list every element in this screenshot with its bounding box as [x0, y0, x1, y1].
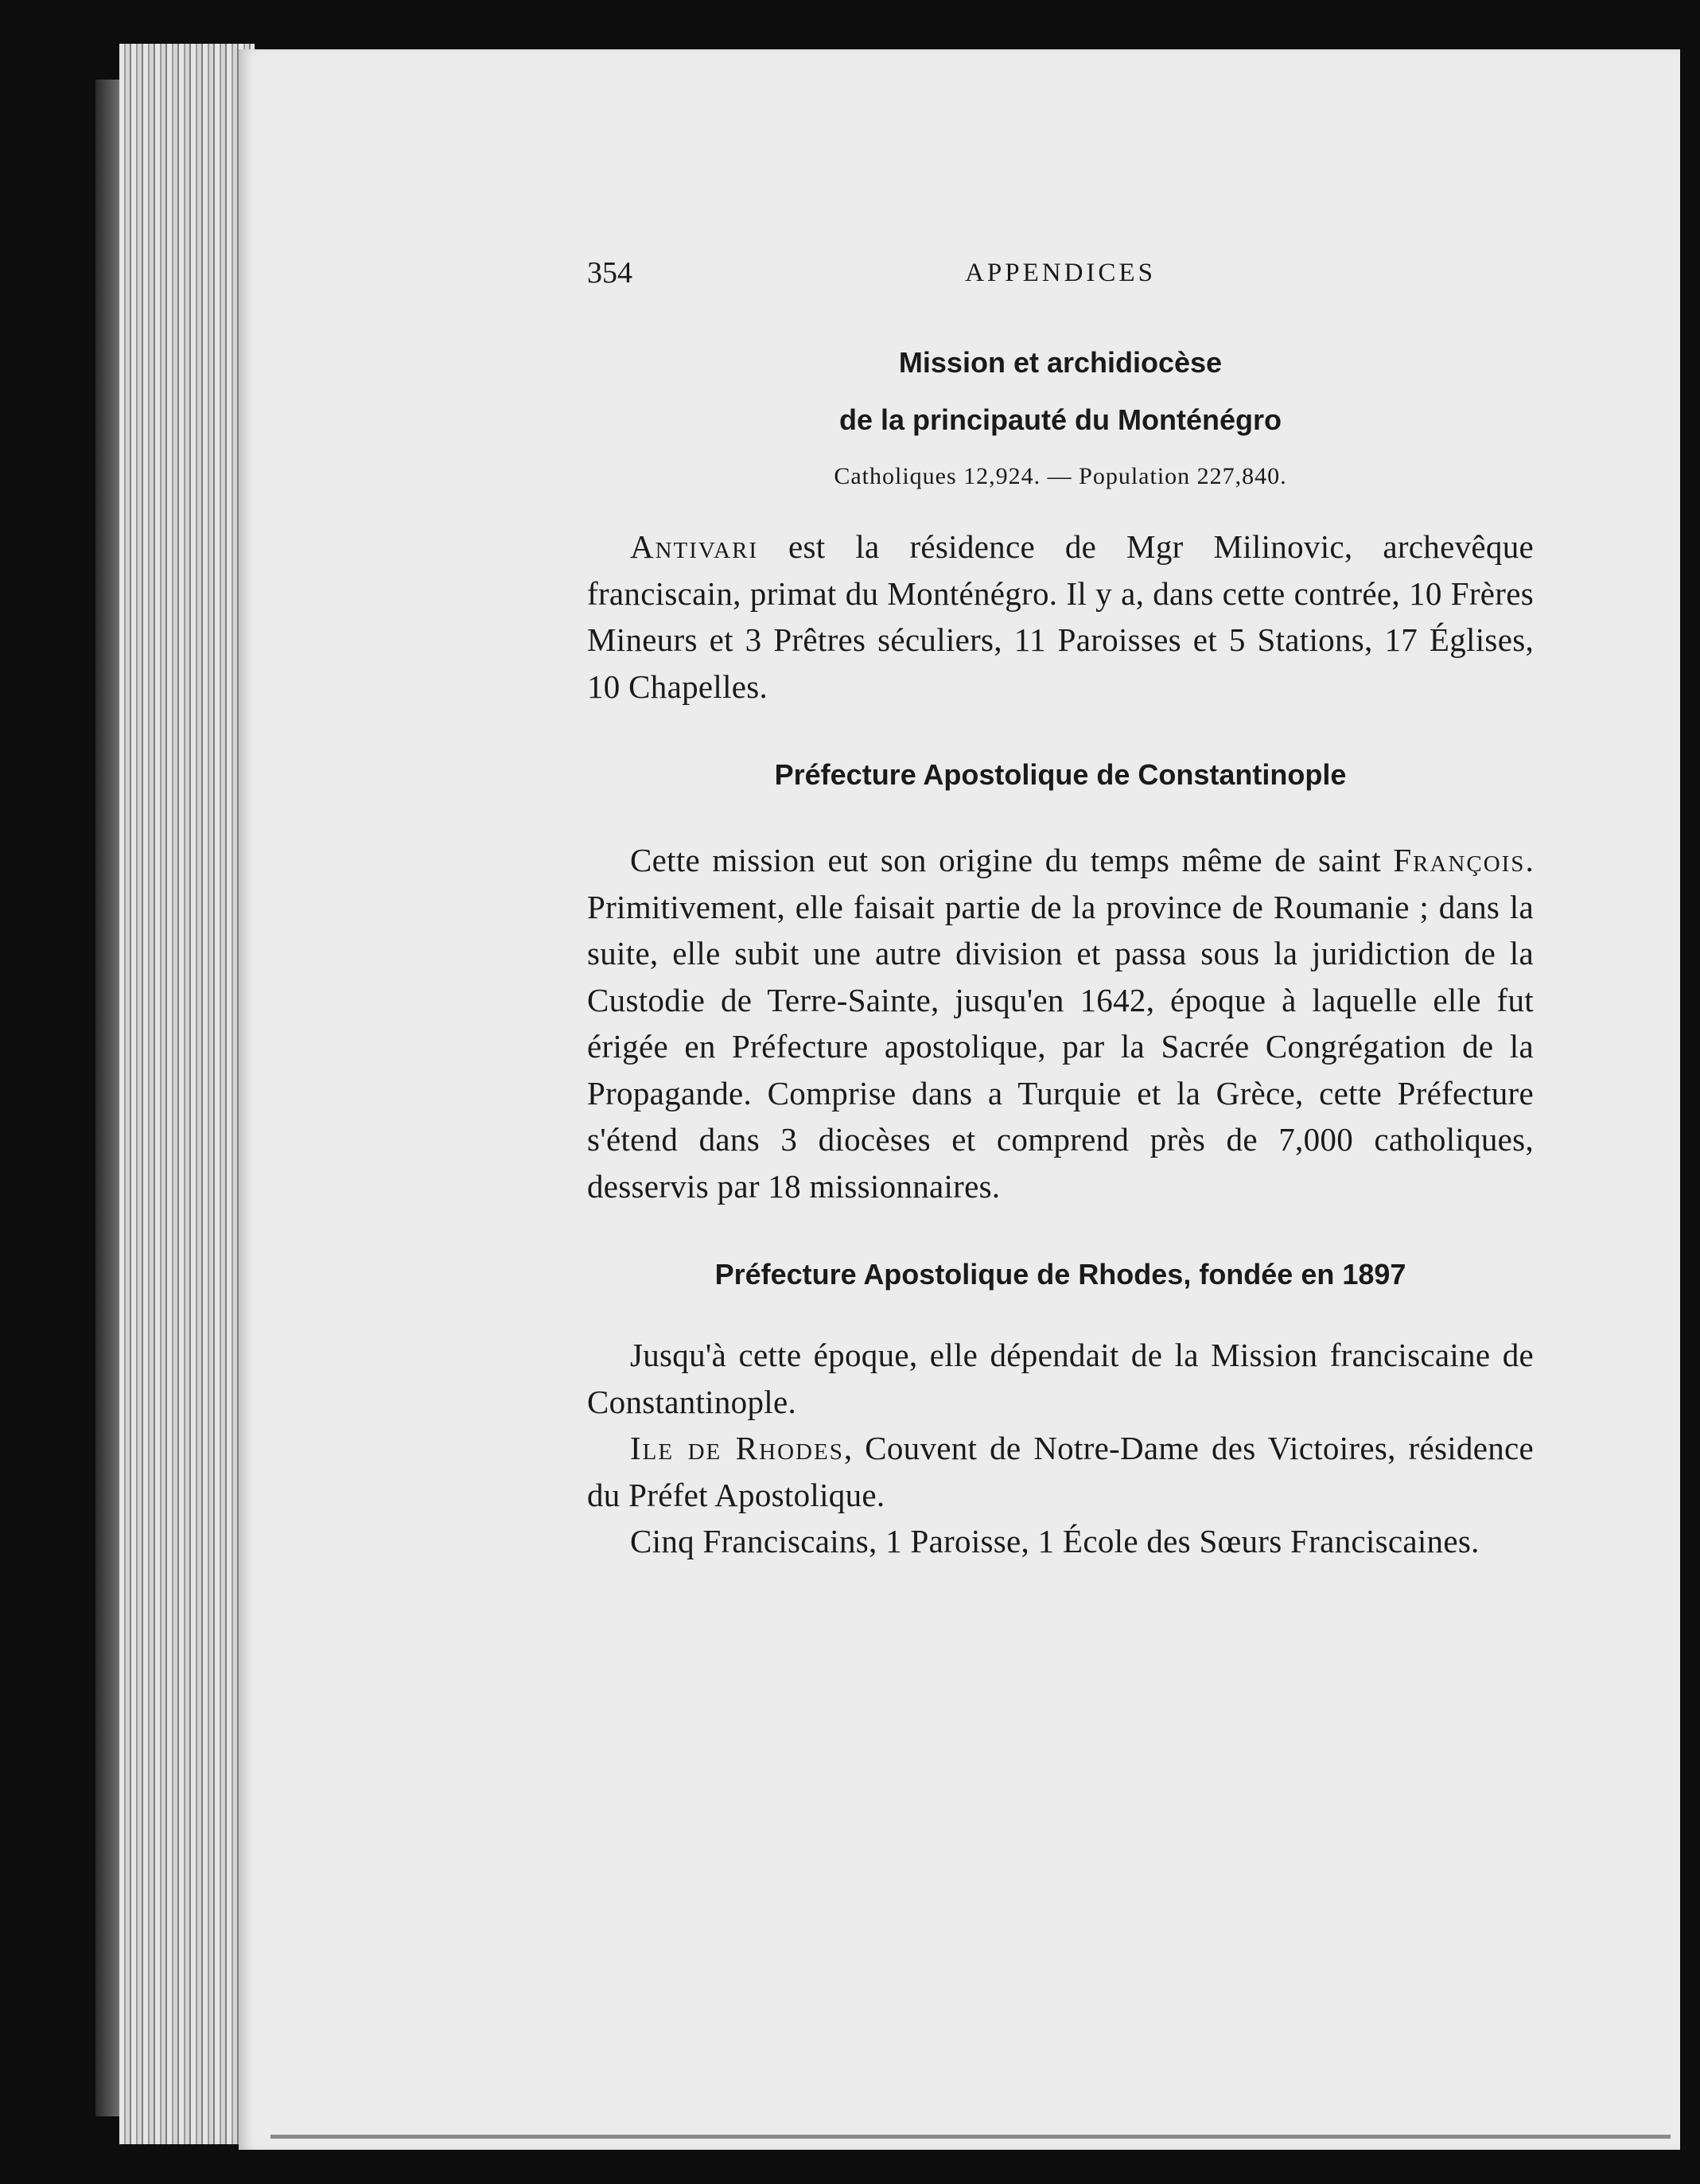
section-heading-montenegro-line2: de la principauté du Monténégro — [838, 403, 1282, 436]
running-head-title: APPENDICES — [965, 259, 1156, 287]
page-bottom-edge — [270, 2135, 1671, 2139]
paragraph-rhodes-convent-text: , Couvent de Notre-Dame des Victoires, résidence du Préfet Apostolique. — [587, 1430, 1534, 1513]
page-content — [587, 253, 1534, 1565]
paragraph-rhodes-institutions: Cinq Franciscains, 1 Paroisse, 1 École des Sœurs Franciscaines. — [630, 1523, 1480, 1559]
paragraph-rhodes-convent — [587, 1425, 1534, 1518]
place-name-ile-de-rhodes: Ile de Rhodes — [630, 1430, 844, 1466]
paragraph-antivari — [587, 524, 1534, 710]
paragraph-constantinople-text-before: Cette mission eut son origine du temps même de saint — [630, 842, 1394, 878]
stacked-page-edges — [119, 44, 255, 2144]
section-heading-rhodes: Préfecture Apostolique de Rhodes, fondée en 1897 — [714, 1258, 1406, 1291]
section-heading-montenegro-line1: Mission et archidiocèse — [898, 346, 1223, 379]
paragraph-constantinople — [587, 837, 1534, 1209]
running-head — [587, 253, 1534, 293]
page-number: 354 — [587, 256, 632, 290]
statistics-line: Catholiques 12,924. — Population 227,840. — [834, 463, 1287, 489]
paragraph-constantinople-text-after: . Primitivement, elle faisait partie de la province de Roumanie ; dans la suite, elle subit une autre division et passa sous la juridiction de la Custodie de Terre-Sainte, jusqu'en 1642, époque à laquelle elle fut érigée en Préfecture apostolique, par la Sacrée Congrégation de la Propagande. Comprise dans a Turquie et la Grèce, cette Préfecture s'étend dans 3 diocèses et comprend près de 7,000 catholiques, desservis par 18 missionnaires. — [587, 842, 1534, 1205]
paragraph-rhodes-history: Jusqu'à cette époque, elle dépendait de la Mission franciscaine de Constantinople. — [587, 1337, 1534, 1420]
paragraph-antivari-text: est la résidence de Mgr Milinovic, archevêque franciscain, primat du Monténégro. Il y a, dans cette contrée, 10 Frères Mineurs et 3 Prêtres séculiers, 11 Paroisses et 5 Stations, 17 Églises, 10 Chapelles. — [587, 528, 1534, 705]
place-name-antivari: Antivari — [630, 528, 759, 565]
section-heading-constantinople: Préfecture Apostolique de Constantinople — [774, 758, 1347, 791]
saint-name: François — [1393, 842, 1526, 878]
